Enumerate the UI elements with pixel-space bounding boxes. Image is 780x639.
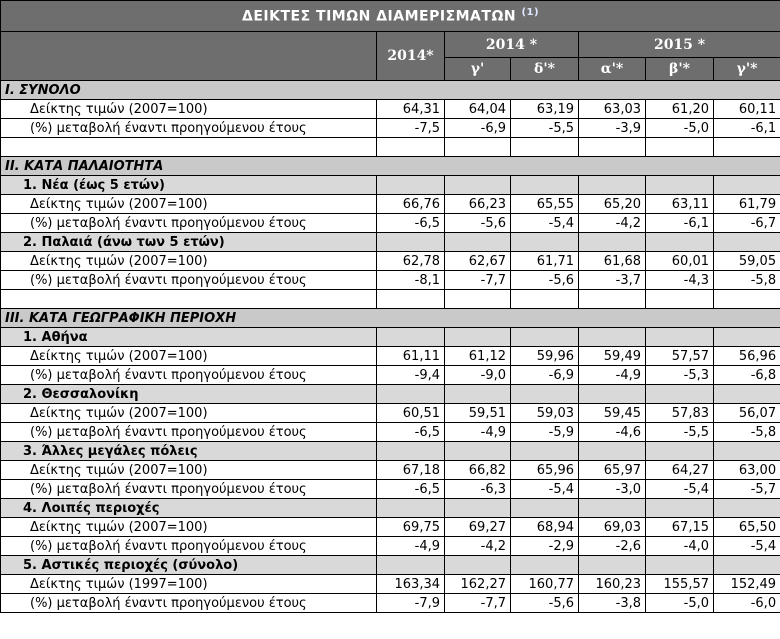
subsection-empty-cell bbox=[377, 385, 445, 404]
table-row bbox=[1, 195, 780, 214]
subsection-row bbox=[1, 499, 780, 518]
row-label: (%) μεταβολή έναντι προηγούμενου έτους bbox=[1, 271, 377, 290]
table-title-text: ΔΕΙΚΤΕΣ ΤΙΜΩΝ ΔΙΑΜΕΡΙΣΜΑΤΩΝ bbox=[242, 8, 517, 25]
value-cell: -5,5 bbox=[646, 423, 714, 442]
spacer-cell bbox=[579, 138, 646, 157]
subsection-empty-cell bbox=[377, 233, 445, 252]
value-cell: 155,57 bbox=[646, 575, 714, 594]
value-cell: -5,4 bbox=[511, 480, 579, 499]
subsection-empty-cell bbox=[579, 385, 646, 404]
spacer-cell bbox=[1, 138, 377, 157]
table-row bbox=[1, 423, 780, 442]
table-row bbox=[1, 100, 780, 119]
value-cell: 63,19 bbox=[511, 100, 579, 119]
subsection-row bbox=[1, 233, 780, 252]
subsection-empty-cell bbox=[377, 442, 445, 461]
value-cell: 66,82 bbox=[445, 461, 511, 480]
subsection-row bbox=[1, 176, 780, 195]
row-label: Δείκτης τιμών (2007=100) bbox=[1, 518, 377, 537]
value-cell: -6,9 bbox=[445, 119, 511, 138]
value-cell: 64,31 bbox=[377, 100, 445, 119]
value-cell: -3,9 bbox=[579, 119, 646, 138]
subsection-empty-cell bbox=[511, 556, 579, 575]
subsection-empty-cell bbox=[445, 233, 511, 252]
col-2015-q3: γ'* bbox=[714, 58, 780, 81]
value-cell: -5,9 bbox=[511, 423, 579, 442]
col-2014-q4: δ'* bbox=[511, 58, 579, 81]
subsection-empty-cell bbox=[714, 556, 780, 575]
value-cell: -3,0 bbox=[579, 480, 646, 499]
subsection-empty-cell bbox=[445, 442, 511, 461]
value-cell: -6,0 bbox=[714, 594, 780, 613]
value-cell: -4,9 bbox=[445, 423, 511, 442]
subsection-empty-cell bbox=[579, 442, 646, 461]
subsection-empty-cell bbox=[511, 233, 579, 252]
subsection-label: 1. Αθήνα bbox=[1, 328, 377, 347]
spacer-cell bbox=[646, 138, 714, 157]
spacer-cell bbox=[714, 138, 780, 157]
value-cell: 67,18 bbox=[377, 461, 445, 480]
value-cell: -6,1 bbox=[646, 214, 714, 233]
table-row bbox=[1, 119, 780, 138]
subsection-empty-cell bbox=[445, 328, 511, 347]
table-row bbox=[1, 404, 780, 423]
spacer-cell bbox=[377, 138, 445, 157]
value-cell: 162,27 bbox=[445, 575, 511, 594]
value-cell: -7,7 bbox=[445, 271, 511, 290]
table-row bbox=[1, 537, 780, 556]
value-cell: 69,27 bbox=[445, 518, 511, 537]
col-2015-q1: α'* bbox=[579, 58, 646, 81]
value-cell: 57,57 bbox=[646, 347, 714, 366]
subsection-empty-cell bbox=[714, 385, 780, 404]
value-cell: 61,12 bbox=[445, 347, 511, 366]
value-cell: -5,8 bbox=[714, 423, 780, 442]
subsection-empty-cell bbox=[511, 328, 579, 347]
value-cell: 63,11 bbox=[646, 195, 714, 214]
subsection-label: 4. Λοιπές περιοχές bbox=[1, 499, 377, 518]
value-cell: -5,4 bbox=[646, 480, 714, 499]
subsection-empty-cell bbox=[511, 176, 579, 195]
subsection-label: 2. Θεσσαλονίκη bbox=[1, 385, 377, 404]
table-row bbox=[1, 252, 780, 271]
value-cell: 61,68 bbox=[579, 252, 646, 271]
value-cell: 65,97 bbox=[579, 461, 646, 480]
col-2015-q2: β'* bbox=[646, 58, 714, 81]
value-cell: 62,78 bbox=[377, 252, 445, 271]
spacer-cell bbox=[1, 290, 377, 309]
subsection-empty-cell bbox=[445, 385, 511, 404]
subsection-empty-cell bbox=[377, 176, 445, 195]
value-cell: 61,71 bbox=[511, 252, 579, 271]
spacer-cell bbox=[511, 138, 579, 157]
value-cell: -6,3 bbox=[445, 480, 511, 499]
subsection-empty-cell bbox=[714, 499, 780, 518]
value-cell: 59,05 bbox=[714, 252, 780, 271]
row-label-header bbox=[1, 32, 377, 81]
value-cell: -6,5 bbox=[377, 214, 445, 233]
subsection-empty-cell bbox=[579, 499, 646, 518]
subsection-row bbox=[1, 442, 780, 461]
col-2014-annual: 2014* bbox=[377, 32, 445, 81]
subsection-empty-cell bbox=[377, 499, 445, 518]
subsection-empty-cell bbox=[714, 442, 780, 461]
table-row bbox=[1, 575, 780, 594]
value-cell: -4,9 bbox=[579, 366, 646, 385]
row-label: (%) μεταβολή έναντι προηγούμενου έτους bbox=[1, 119, 377, 138]
value-cell: -5,4 bbox=[511, 214, 579, 233]
value-cell: 62,67 bbox=[445, 252, 511, 271]
value-cell: -5,5 bbox=[511, 119, 579, 138]
subsection-empty-cell bbox=[579, 233, 646, 252]
value-cell: -5,7 bbox=[714, 480, 780, 499]
value-cell: -6,9 bbox=[511, 366, 579, 385]
row-label: Δείκτης τιμών (2007=100) bbox=[1, 347, 377, 366]
value-cell: -8,1 bbox=[377, 271, 445, 290]
subsection-empty-cell bbox=[646, 442, 714, 461]
subsection-empty-cell bbox=[377, 328, 445, 347]
table-row bbox=[1, 366, 780, 385]
value-cell: -3,7 bbox=[579, 271, 646, 290]
value-cell: -9,4 bbox=[377, 366, 445, 385]
spacer-row bbox=[1, 138, 780, 157]
row-label: Δείκτης τιμών (2007=100) bbox=[1, 195, 377, 214]
subsection-empty-cell bbox=[714, 176, 780, 195]
subsection-empty-cell bbox=[377, 556, 445, 575]
section-row bbox=[1, 309, 780, 328]
value-cell: 65,50 bbox=[714, 518, 780, 537]
value-cell: 61,11 bbox=[377, 347, 445, 366]
spacer-cell bbox=[377, 290, 445, 309]
subsection-label: 1. Νέα (έως 5 ετών) bbox=[1, 176, 377, 195]
value-cell: 61,79 bbox=[714, 195, 780, 214]
value-cell: -5,8 bbox=[714, 271, 780, 290]
table-row bbox=[1, 214, 780, 233]
section-label: II. ΚΑΤΑ ΠΑΛΑΙΟΤΗΤΑ bbox=[1, 157, 780, 176]
section-label: I. ΣΥΝΟΛΟ bbox=[1, 81, 780, 100]
value-cell: -5,3 bbox=[646, 366, 714, 385]
spacer-row bbox=[1, 290, 780, 309]
row-label: Δείκτης τιμών (2007=100) bbox=[1, 461, 377, 480]
subsection-empty-cell bbox=[445, 499, 511, 518]
value-cell: -7,5 bbox=[377, 119, 445, 138]
subsection-empty-cell bbox=[579, 176, 646, 195]
value-cell: -6,1 bbox=[714, 119, 780, 138]
value-cell: 61,20 bbox=[646, 100, 714, 119]
subsection-empty-cell bbox=[579, 328, 646, 347]
value-cell: 59,45 bbox=[579, 404, 646, 423]
subsection-label: 2. Παλαιά (άνω των 5 ετών) bbox=[1, 233, 377, 252]
table-row bbox=[1, 461, 780, 480]
row-label: (%) μεταβολή έναντι προηγούμενου έτους bbox=[1, 537, 377, 556]
spacer-cell bbox=[445, 138, 511, 157]
subsection-empty-cell bbox=[646, 233, 714, 252]
value-cell: 67,15 bbox=[646, 518, 714, 537]
table-body bbox=[1, 81, 780, 613]
value-cell: -7,7 bbox=[445, 594, 511, 613]
value-cell: 66,76 bbox=[377, 195, 445, 214]
value-cell: 57,83 bbox=[646, 404, 714, 423]
subsection-empty-cell bbox=[646, 385, 714, 404]
value-cell: 56,07 bbox=[714, 404, 780, 423]
value-cell: 68,94 bbox=[511, 518, 579, 537]
row-label: (%) μεταβολή έναντι προηγούμενου έτους bbox=[1, 214, 377, 233]
subsection-empty-cell bbox=[714, 328, 780, 347]
value-cell: -4,0 bbox=[646, 537, 714, 556]
value-cell: -9,0 bbox=[445, 366, 511, 385]
spacer-cell bbox=[579, 290, 646, 309]
value-cell: -6,7 bbox=[714, 214, 780, 233]
value-cell: 60,11 bbox=[714, 100, 780, 119]
subsection-empty-cell bbox=[714, 233, 780, 252]
value-cell: 65,55 bbox=[511, 195, 579, 214]
subsection-empty-cell bbox=[511, 499, 579, 518]
value-cell: -2,6 bbox=[579, 537, 646, 556]
table-row bbox=[1, 480, 780, 499]
subsection-empty-cell bbox=[646, 556, 714, 575]
value-cell: 59,96 bbox=[511, 347, 579, 366]
spacer-cell bbox=[445, 290, 511, 309]
table-row bbox=[1, 271, 780, 290]
value-cell: 59,49 bbox=[579, 347, 646, 366]
value-cell: -5,6 bbox=[445, 214, 511, 233]
table-title bbox=[1, 1, 780, 32]
value-cell: -2,9 bbox=[511, 537, 579, 556]
subsection-empty-cell bbox=[511, 385, 579, 404]
subsection-empty-cell bbox=[646, 176, 714, 195]
subsection-row bbox=[1, 328, 780, 347]
col-group-2015: 2015 * bbox=[579, 32, 780, 58]
value-cell: 60,01 bbox=[646, 252, 714, 271]
table-row bbox=[1, 347, 780, 366]
value-cell: -6,5 bbox=[377, 480, 445, 499]
value-cell: 66,23 bbox=[445, 195, 511, 214]
subsection-empty-cell bbox=[445, 556, 511, 575]
row-label: Δείκτης τιμών (1997=100) bbox=[1, 575, 377, 594]
table-row bbox=[1, 518, 780, 537]
section-row bbox=[1, 157, 780, 176]
value-cell: 69,03 bbox=[579, 518, 646, 537]
value-cell: 160,23 bbox=[579, 575, 646, 594]
value-cell: -3,8 bbox=[579, 594, 646, 613]
subsection-empty-cell bbox=[646, 328, 714, 347]
value-cell: 63,00 bbox=[714, 461, 780, 480]
row-label: Δείκτης τιμών (2007=100) bbox=[1, 100, 377, 119]
value-cell: -4,2 bbox=[579, 214, 646, 233]
value-cell: 63,03 bbox=[579, 100, 646, 119]
row-label: Δείκτης τιμών (2007=100) bbox=[1, 404, 377, 423]
value-cell: -5,0 bbox=[646, 119, 714, 138]
section-label: III. ΚΑΤΑ ΓΕΩΓΡΑΦΙΚΗ ΠΕΡΙΟΧΗ bbox=[1, 309, 780, 328]
subsection-row bbox=[1, 556, 780, 575]
col-group-2014: 2014 * bbox=[445, 32, 579, 58]
row-label: (%) μεταβολή έναντι προηγούμενου έτους bbox=[1, 366, 377, 385]
subsection-empty-cell bbox=[646, 499, 714, 518]
value-cell: -4,6 bbox=[579, 423, 646, 442]
value-cell: 163,34 bbox=[377, 575, 445, 594]
table-row bbox=[1, 594, 780, 613]
footnote-link[interactable]: (1) bbox=[521, 7, 540, 19]
value-cell: 59,03 bbox=[511, 404, 579, 423]
row-label: Δείκτης τιμών (2007=100) bbox=[1, 252, 377, 271]
value-cell: -5,6 bbox=[511, 594, 579, 613]
subsection-row bbox=[1, 385, 780, 404]
value-cell: 56,96 bbox=[714, 347, 780, 366]
col-2014-q3: γ' bbox=[445, 58, 511, 81]
value-cell: -5,4 bbox=[714, 537, 780, 556]
value-cell: 59,51 bbox=[445, 404, 511, 423]
row-label: (%) μεταβολή έναντι προηγούμενου έτους bbox=[1, 594, 377, 613]
row-label: (%) μεταβολή έναντι προηγούμενου έτους bbox=[1, 423, 377, 442]
spacer-cell bbox=[511, 290, 579, 309]
subsection-label: 3. Άλλες μεγάλες πόλεις bbox=[1, 442, 377, 461]
value-cell: 64,04 bbox=[445, 100, 511, 119]
value-cell: 65,96 bbox=[511, 461, 579, 480]
value-cell: 65,20 bbox=[579, 195, 646, 214]
spacer-cell bbox=[714, 290, 780, 309]
value-cell: -6,5 bbox=[377, 423, 445, 442]
subsection-empty-cell bbox=[445, 176, 511, 195]
spacer-cell bbox=[646, 290, 714, 309]
value-cell: -5,0 bbox=[646, 594, 714, 613]
value-cell: 64,27 bbox=[646, 461, 714, 480]
section-row bbox=[1, 81, 780, 100]
subsection-label: 5. Αστικές περιοχές (σύνολο) bbox=[1, 556, 377, 575]
value-cell: -5,6 bbox=[511, 271, 579, 290]
value-cell: -4,2 bbox=[445, 537, 511, 556]
value-cell: -4,3 bbox=[646, 271, 714, 290]
value-cell: -4,9 bbox=[377, 537, 445, 556]
value-cell: 60,51 bbox=[377, 404, 445, 423]
value-cell: 160,77 bbox=[511, 575, 579, 594]
subsection-empty-cell bbox=[511, 442, 579, 461]
value-cell: -7,9 bbox=[377, 594, 445, 613]
subsection-empty-cell bbox=[579, 556, 646, 575]
row-label: (%) μεταβολή έναντι προηγούμενου έτους bbox=[1, 480, 377, 499]
value-cell: -6,8 bbox=[714, 366, 780, 385]
value-cell: 69,75 bbox=[377, 518, 445, 537]
value-cell: 152,49 bbox=[714, 575, 780, 594]
